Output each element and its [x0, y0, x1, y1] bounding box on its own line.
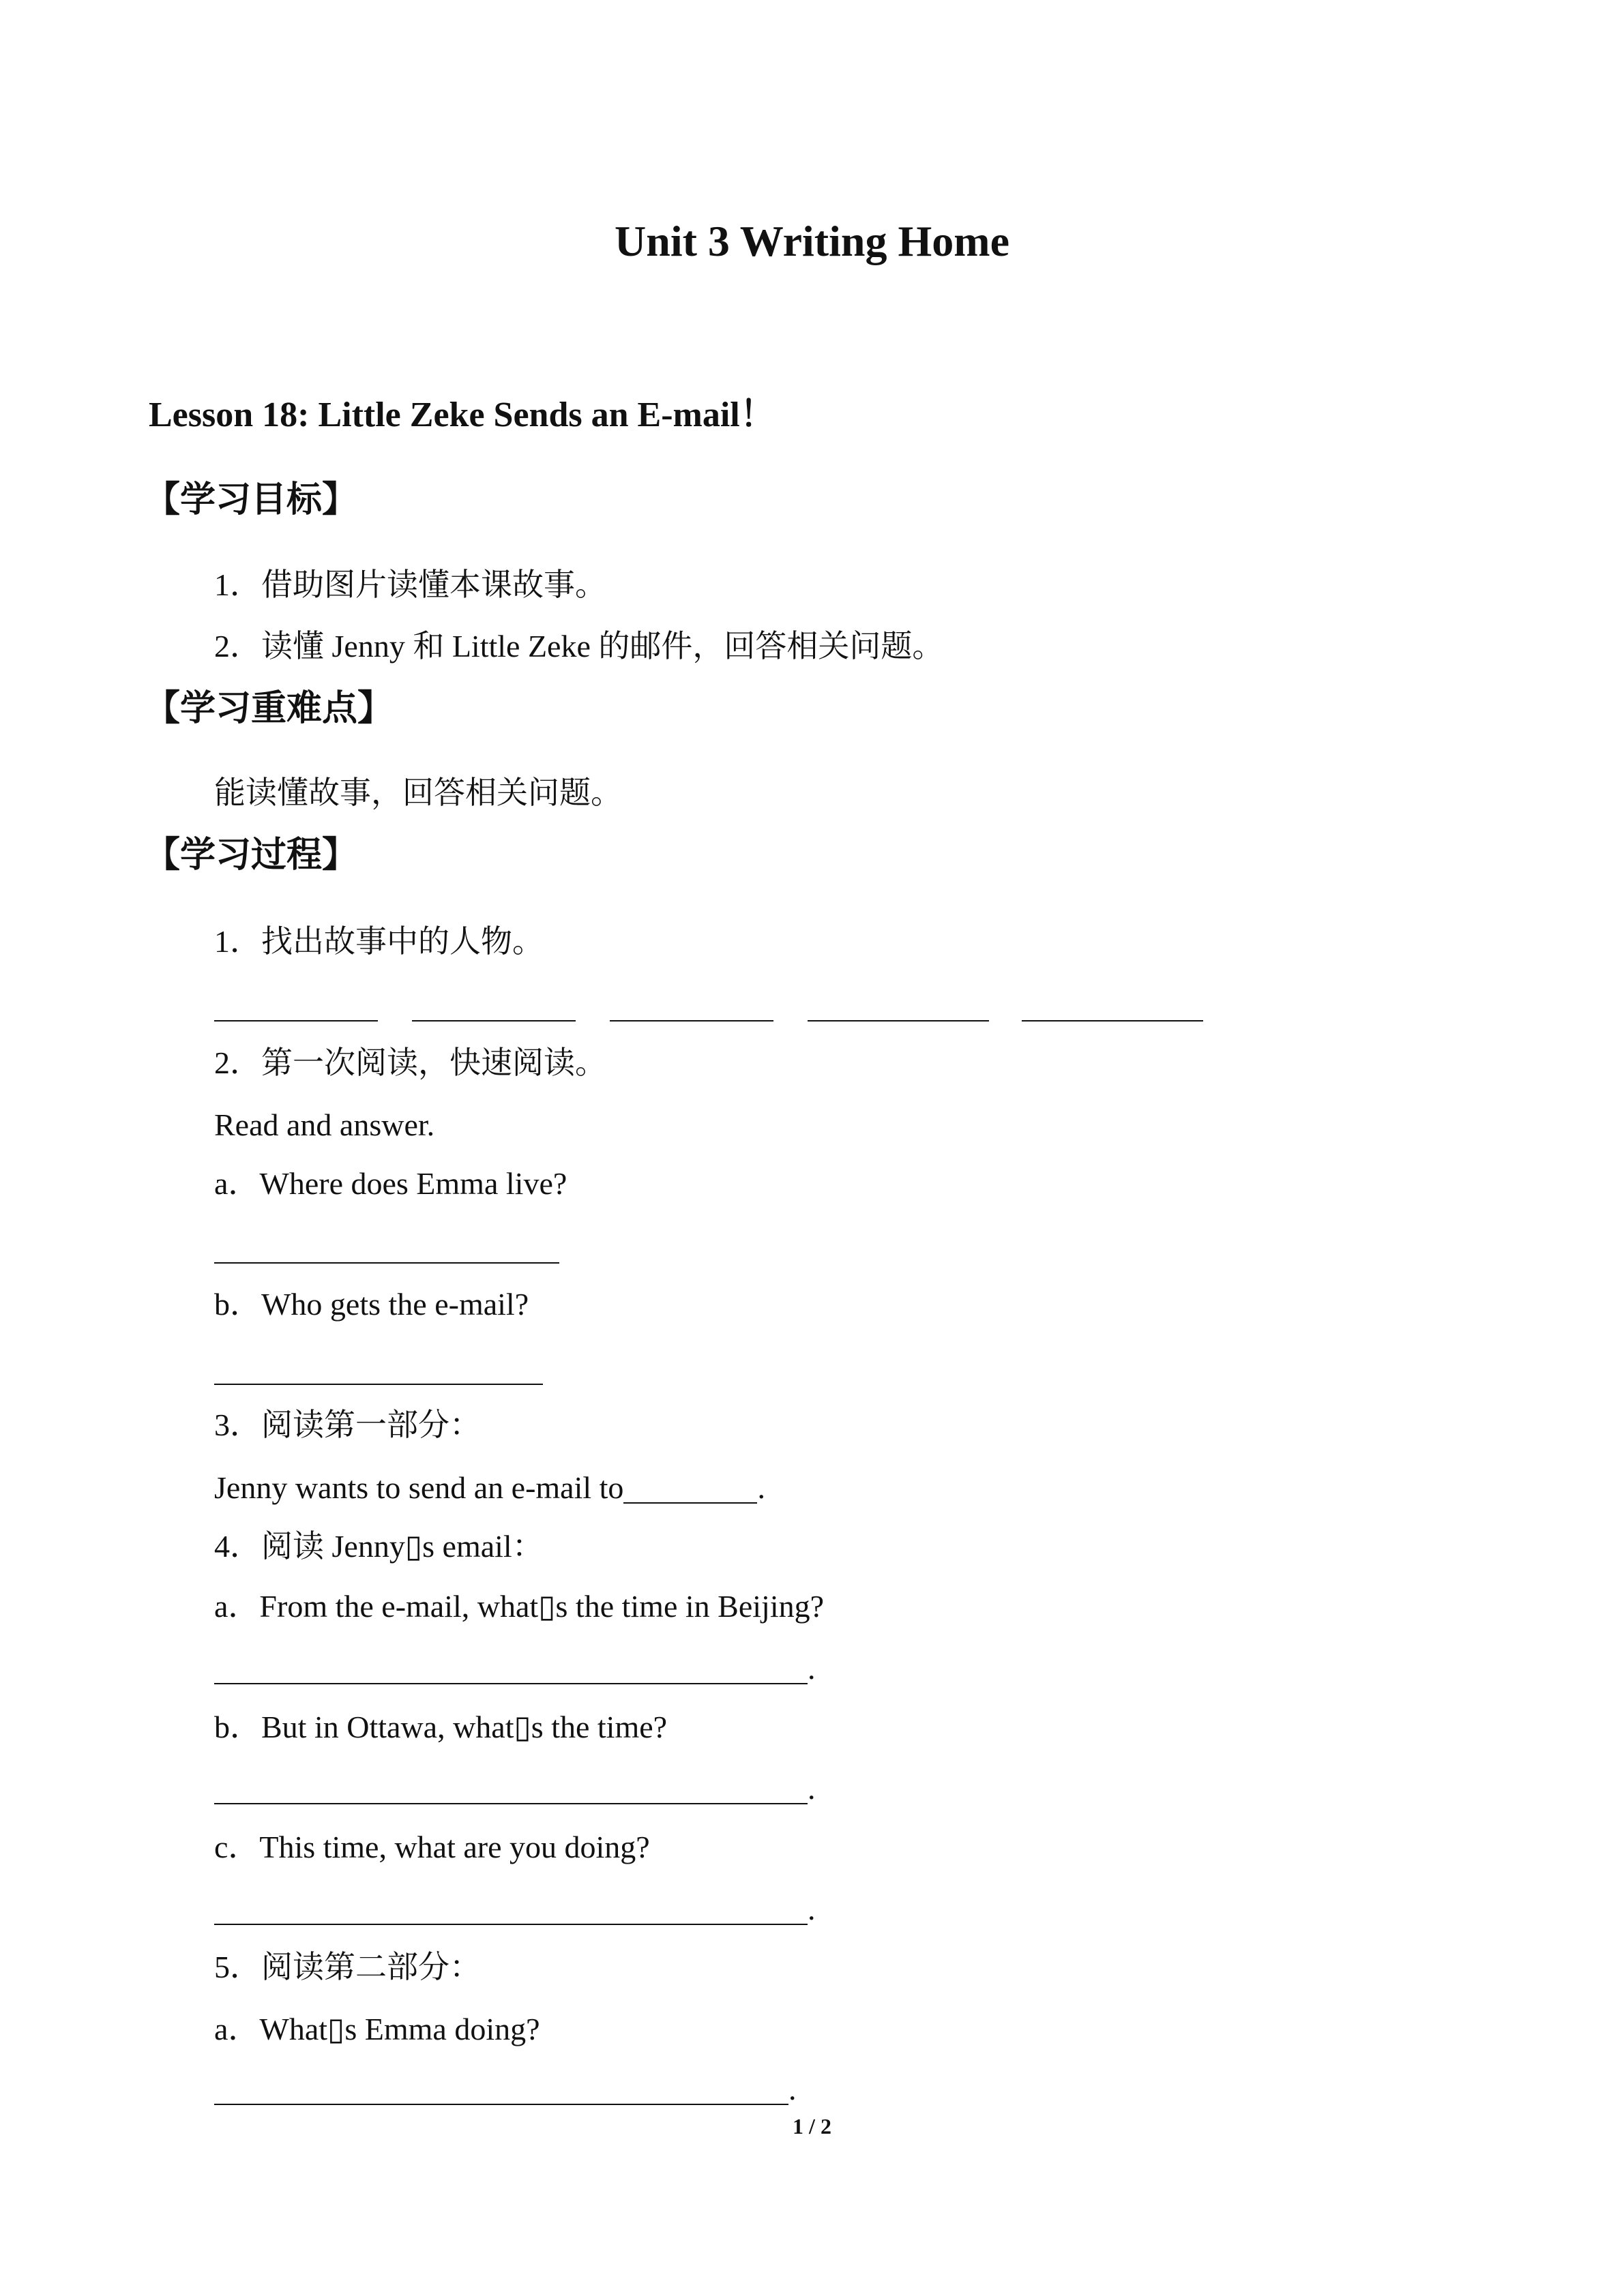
answer-blank-character-3[interactable] [610, 1020, 773, 1022]
key-points-text: 能读懂故事，回答相关问题。 [214, 775, 622, 810]
question-2-instruction: Read and answer. [214, 1107, 435, 1142]
question-4a: a．From the e-mail, what▯s the time in Beijing? [214, 1589, 825, 1624]
section-process: 【学习过程】 [145, 835, 358, 876]
section-key-points: 【学习重难点】 [145, 688, 394, 729]
question-1: 1．找出故事中的人物。 [214, 924, 544, 959]
answer-blank-character-5[interactable] [1022, 1020, 1203, 1022]
answer-blank-2a[interactable] [214, 1262, 559, 1264]
answer-blank-character-2[interactable] [412, 1020, 576, 1022]
question-4: 4．阅读 Jenny▯s email： [214, 1529, 544, 1564]
question-2: 2．第一次阅读，快速阅读。 [214, 1045, 606, 1080]
question-4b: b．But in Ottawa, what▯s the time? [214, 1710, 668, 1744]
answer-blank-character-1[interactable] [214, 1020, 378, 1022]
question-2a: a．Where does Emma live? [214, 1166, 567, 1201]
answer-blank-4b[interactable] [214, 1776, 808, 1804]
answer-5a-period: . [788, 2072, 797, 2106]
page-title: Unit 3 Writing Home [615, 217, 1009, 265]
question-3: 3．阅读第一部分： [214, 1407, 481, 1442]
answer-line-4a [214, 1653, 816, 1684]
answer-4c-period: . [808, 1892, 816, 1926]
answer-blank-character-4[interactable] [808, 1020, 989, 1022]
answer-blank-3[interactable] [623, 1475, 757, 1504]
objective-2: 2．读懂 Jenny 和 Little Zeke 的邮件，回答相关问题。 [214, 629, 944, 664]
question-5a: a．What▯s Emma doing? [214, 2012, 540, 2046]
question-4c: c．This time, what are you doing? [214, 1830, 650, 1864]
answer-4b-period: . [808, 1771, 816, 1806]
question-2b: b．Who gets the e-mail? [214, 1287, 529, 1322]
lesson-heading: Lesson 18: Little Zeke Sends an E-mail！ [149, 396, 776, 434]
answer-line-4b [214, 1773, 816, 1804]
question-5: 5．阅读第二部分： [214, 1950, 481, 1984]
section-objectives: 【学习目标】 [145, 479, 358, 520]
answer-blank-4a[interactable] [214, 1656, 808, 1684]
answer-blank-2b[interactable] [214, 1384, 543, 1385]
answer-4a-period: . [808, 1651, 816, 1686]
answer-blank-5a[interactable] [214, 2076, 788, 2105]
page-number: 1 / 2 [793, 2114, 831, 2138]
question-3-text: Jenny wants to send an e-mail to [214, 1470, 624, 1505]
objective-1: 1．借助图片读懂本课故事。 [214, 567, 606, 602]
question-3-period: . [757, 1470, 765, 1505]
answer-line-5a [214, 2074, 797, 2105]
answer-blank-4c[interactable] [214, 1896, 808, 1925]
answer-line-4c [214, 1894, 816, 1925]
question-3-sentence [214, 1472, 765, 1504]
